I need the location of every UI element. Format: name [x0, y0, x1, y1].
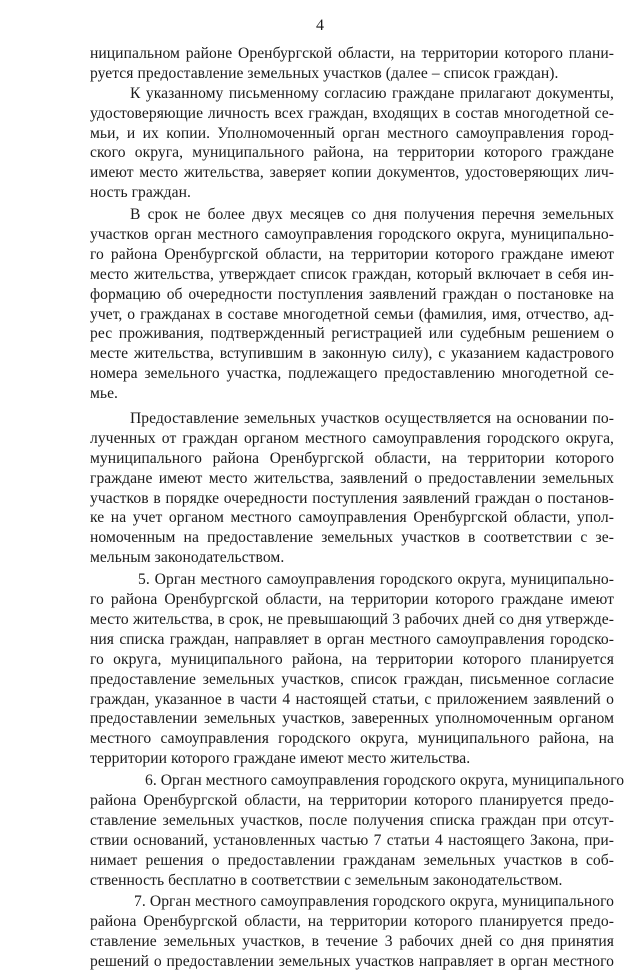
text-line: го района Оренбургской области, на территории которого граждане имеют — [90, 245, 614, 263]
text-line: место жительства, утверждает список граждан, который включает в себя ин- — [90, 265, 614, 283]
text-line: мьи, и их копии. Уполномоченный орган местного самоуправления город- — [90, 124, 614, 142]
text-line: имеют место жительства, заверяет копии документов, удостоверяющих лич- — [90, 164, 614, 182]
text-line: предоставление земельных участков, список граждан, письменное согласие — [90, 670, 614, 688]
text-line: го района Оренбургской области, на территории которого граждане имеют — [90, 591, 614, 609]
text-line: удостоверяющие личность всех граждан, входящих в состав многодетной се- — [90, 104, 614, 122]
text-line: ния списка граждан, направляет в орган местного самоуправления городско- — [90, 630, 614, 648]
text-line: учет, о гражданах в составе многодетной семьи (фамилия, имя, отчество, ад- — [90, 305, 614, 323]
text-line: предоставлении земельных участков, заверенных уполномоченным органом — [90, 710, 614, 728]
text-line: участков орган местного самоуправления городского округа, муниципально- — [90, 226, 614, 244]
text-line: района Оренбургской области, на территории которого планируется предо- — [90, 791, 614, 809]
paragraph-first-line: 6. Орган местного самоуправления городского округа, муниципального — [145, 772, 625, 790]
text-line: ность граждан. — [90, 184, 191, 202]
text-line: решений о предоставлении земельных участков направляет в орган местного — [90, 953, 614, 971]
text-line: участков в порядке очередности поступления заявлений граждан о постанов- — [90, 489, 614, 507]
text-line: местного самоуправления городского округа, муниципального района, на — [90, 730, 614, 748]
text-line: номера земельного участка, подлежащего предоставлению многодетной се- — [90, 365, 614, 383]
text-line: мельным законодательством. — [90, 549, 285, 567]
text-line: место жительства, в срок, не превышающий 3 рабочих дней со дня утвержде- — [90, 610, 614, 628]
text-line: ского округа, муниципального района, на территории которого граждане — [90, 144, 614, 162]
text-line: номоченным на предоставление земельных участков в соответствии с зе- — [90, 529, 614, 547]
page-number: 4 — [316, 17, 324, 34]
text-line: муниципального района Оренбургской области, на территории которого — [90, 449, 614, 467]
text-line: граждане имеют место жительства, заявлений о предоставлении земельных — [90, 469, 614, 487]
text-line: ставление земельных участков, после получения списка граждан при отсут- — [90, 811, 614, 829]
text-line: формацию об очередности поступления заявлений граждан о постановке на — [90, 285, 614, 303]
text-line: ствии оснований, установленных частью 7 статьи 4 настоящего Закона, при- — [90, 831, 614, 849]
text-line: ниципальном районе Оренбургской области, на территории которого плани- — [90, 45, 614, 62]
text-line: месте жительства, вступившим в законную силу), с указанием кадастрового — [90, 345, 614, 363]
text-line: района Оренбургской области, на территории которого планируется предо- — [90, 913, 614, 931]
paragraph-first-line: Предоставление земельных участков осуществляется на основании по- — [130, 410, 614, 428]
body-text — [90, 44, 625, 972]
text-line: граждан, указанное в части 4 настоящей статьи, с приложением заявлений о — [90, 690, 614, 708]
text-line: лученных от граждан органом местного самоуправления городского округа, — [90, 429, 614, 447]
paragraph-first-line: 7. Орган местного самоуправления городского округа, муниципального — [134, 893, 614, 911]
text-line: руется предоставление земельных участков (далее – список граждан). — [90, 64, 559, 82]
text-line: территории которого граждане имеют место жительства. — [90, 750, 471, 768]
paragraph-first-line: 5. Орган местного самоуправления городского округа, муниципально- — [138, 571, 614, 589]
text-line: рес проживания, подтвержденный регистрацией или судебным решением о — [90, 325, 614, 343]
text-line: ставление земельных участков, в течение 3 рабочих дней со дня принятия — [90, 933, 614, 951]
text-line: нимает решения о предоставлении гражданам земельных участков в соб- — [90, 851, 614, 869]
paragraph-first-line: В срок не более двух месяцев со дня получения перечня земельных — [130, 206, 614, 224]
text-line: мье. — [90, 385, 118, 403]
paragraph-first-line: К указанному письменному согласию граждане прилагают документы, — [130, 84, 614, 102]
text-line: го округа, муниципального района, на территории которого планируется — [90, 650, 614, 668]
text-line: ственность бесплатно в соответствии с земельным законодательством. — [90, 871, 563, 889]
text-line: ке на учет органом местного самоуправления Оренбургской области, упол- — [90, 509, 614, 527]
